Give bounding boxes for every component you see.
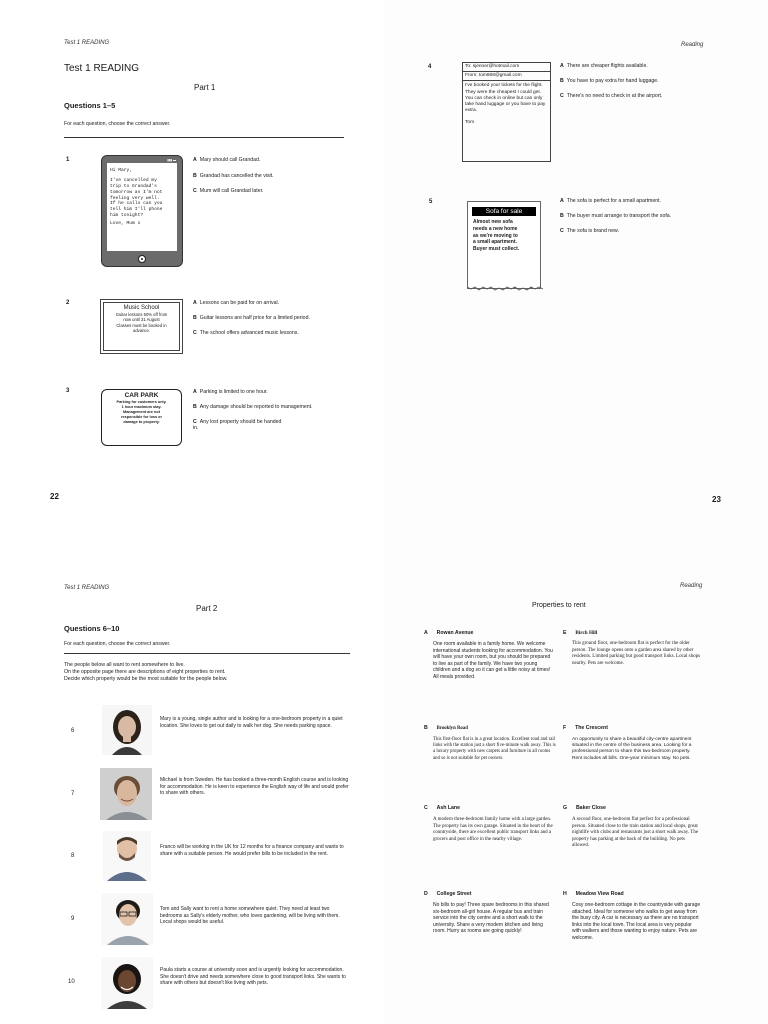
option: A Lessons can be paid for on arrival. [193, 300, 280, 306]
intro-line: On the opposite page there are descriptions of eight properties to rent. [64, 669, 226, 676]
running-head: Reading [680, 583, 703, 589]
property-name: Baker Close [575, 805, 606, 811]
question-number: 4 [428, 64, 432, 70]
email-from: From: tom668@gmail.com [463, 72, 550, 81]
property-letter: H [563, 891, 567, 897]
person-photo-paula [101, 957, 153, 1009]
property-description: A second floor, one-bedroom flat perfect for a professional person. Situated close to the train station and local shops, great nightlife with clubs and restaurants just a short walk away. The property has parking at the back of the building. No pets allowed. [572, 817, 699, 848]
property-name: Birch Hill [575, 630, 598, 636]
property-description: This ground floor, one-bedroom flat is perfect for the older person. The lounge opens onto a garden area shared by other residents. Limited parking but good transport links. Local shops nearby. Pets are welcome. [572, 641, 701, 666]
person-photo-mary [102, 705, 152, 755]
notice-line: Guitar lessons 50% off from [115, 312, 168, 317]
music-school-notice [100, 299, 183, 354]
property-description: An opportunity to share a beautiful city-centre apartment situated in the centre of the business area. Looking for a professional person to share this two-bedroom property. Rent includes all bills. One-year minimum stay. No pets. [572, 737, 692, 761]
page-24 [0, 512, 384, 1024]
advert-line: Buyer must collect. [473, 246, 520, 252]
advert-line: as we're moving to [473, 232, 518, 239]
property-name: Rowan Avenue [436, 630, 474, 636]
notice-line: Classes must be booked in [116, 322, 167, 328]
notice-line: damage to property. [123, 419, 160, 424]
question-number: 3 [66, 388, 70, 394]
option: A There are cheaper flights available. [560, 63, 648, 69]
home-button-icon [138, 255, 146, 263]
property-letter: F [563, 725, 567, 731]
page-number: 22 [50, 492, 59, 501]
part-heading: Part 2 [196, 604, 218, 613]
questions-heading: Questions 1–5 [64, 101, 116, 110]
property-c [424, 796, 554, 843]
email-to: To: sjenner@hotmail.com [463, 63, 550, 72]
option: B Grandad has cancelled the visit. [193, 173, 274, 179]
property-f [563, 716, 701, 762]
intro-line: Decide which property would be the most suitable for the people below. [64, 676, 228, 683]
message-line: Hi Mary, [110, 168, 133, 173]
message-line: trip to Grandad's [110, 183, 157, 189]
person-photo-tom-sally [101, 893, 153, 945]
notice-line: Parking for customers only. [116, 400, 167, 404]
property-a [424, 621, 554, 680]
option: C The sofa is brand new. [560, 228, 619, 234]
property-name: College Street [436, 891, 472, 897]
property-b [424, 716, 556, 762]
instruction: For each question, choose the correct answer. [64, 641, 171, 647]
notice-line: Management are not [123, 409, 160, 414]
instruction: For each question, choose the correct answer. [64, 121, 171, 127]
phone-image [101, 155, 183, 267]
email-message [462, 62, 551, 162]
option: C Any lost property should be handed in. [193, 419, 282, 432]
property-letter: G [563, 805, 568, 811]
property-description: A modern three-bedroom family home with a large garden. The property has its own garage. Situated in the heart of the countryside, there are excellent public transport links and a grocers and post office in the nearby village. [433, 817, 553, 842]
running-head: Reading [681, 42, 704, 48]
property-h [563, 882, 701, 941]
page-23 [384, 0, 768, 512]
text-message [107, 163, 177, 251]
phone-status-icon: ▮▮▮ ▬ [167, 157, 176, 162]
property-description: Cosy one-bedroom cottage in the countryside with garage attached. Ideal for someone who walks to get away from the busy city. A car is necessary as there are no transport links into the local town. The local area is very popular with walkers and those wanting to enjoy nature. Pets are welcome. [572, 902, 701, 941]
notice-line: responsible for loss or [121, 414, 162, 419]
message-line: tell him I'll phone [110, 207, 163, 213]
page-25 [384, 512, 768, 1024]
person-description: Mary is a young, single author and is looking for a one-bedroom property in a quiet location. She loves to get out daily to walk her dog. She needs parking space. [160, 716, 343, 729]
message-line: I've cancelled my [110, 177, 157, 183]
option: B You have to pay extra for hand luggage. [560, 78, 659, 84]
property-letter: C [424, 805, 428, 811]
option: C The school offers advanced music lessons. [193, 330, 299, 336]
property-letter: D [424, 891, 428, 897]
property-d [424, 882, 557, 935]
option: A Mary should call Grandad. [193, 157, 261, 163]
question-number: 7 [71, 791, 75, 797]
property-letter: A [424, 630, 428, 636]
property-description: No bills to pay! Three spare bedrooms in this shared six-bedroom all-girl house. A regular bus and train service into the city centre and a short walk to the university. Share a very modern kitchen and living room. Hurry as rooms are going quickly! [433, 902, 549, 934]
questions-heading: Questions 6–10 [64, 624, 120, 633]
property-e [563, 621, 703, 667]
notice-title: Music School [123, 305, 160, 311]
property-g [563, 796, 701, 850]
notice-title: CAR PARK [124, 392, 159, 399]
option: B Guitar lessons are half price for a limited period. [193, 315, 310, 321]
question-number: 9 [71, 916, 75, 922]
person-description: Michael is from Sweden. He has booked a three-month English course and is looking for accommodation. He is keen to experience the English way of life and would prefer to share with others. [160, 777, 349, 796]
advert-title: Sofa for sale [472, 207, 536, 216]
person-photo-franco [103, 831, 151, 881]
question-number: 8 [71, 853, 75, 859]
notice-line: 1 hour maximum stay. [121, 404, 162, 409]
person-photo-michael [100, 768, 152, 820]
page-title: Test 1 READING [64, 63, 140, 74]
email-signature: Tom [465, 119, 475, 125]
running-head: Test 1 READING [64, 585, 110, 591]
torn-edge-icon [467, 286, 543, 291]
email-body: I've booked your tickets for the flight. They were the cheapest I could get. You can check in online but can only take hand luggage or you have to pay extra. [465, 83, 546, 114]
option: A The sofa is perfect for a small apartment. [560, 198, 662, 204]
property-description: One room available in a family home. We welcome international students looking for accommodation. You will have your own room, but you should be prepared to live as part of the family. We have two young children and a dog so it can get a little noisy at times! All meals provided. [433, 641, 553, 680]
person-description: Franco will be working in the UK for 12 months for a finance company and wants to share with a suitable person. He would prefer bills to be included in the rent. [160, 844, 344, 857]
advert-line: a small apartment. [473, 239, 517, 246]
notice-line: advance. [133, 327, 150, 333]
running-head: Test 1 READING [64, 40, 110, 46]
page-22 [0, 0, 384, 512]
divider [64, 137, 344, 138]
question-number: 2 [66, 300, 70, 306]
question-number: 5 [429, 199, 433, 205]
property-letter: B [424, 725, 428, 731]
person-description: Paula starts a course at university soon and is urgently looking for accommodation. She doesn't drive and needs somewhere close to good transport links. She wants to share with others but doesn't like living with pets. [160, 967, 346, 986]
part-heading: Part 1 [194, 83, 216, 92]
option: B Any damage should be reported to management. [193, 404, 313, 410]
property-name: Brooklyn Road [436, 726, 468, 731]
page-title: Properties to rent [532, 602, 586, 609]
message-line: tomorrow as I'm not [110, 189, 163, 195]
property-name: Meadow View Road [575, 891, 624, 897]
option: C There's no need to check in at the airport. [560, 93, 663, 99]
question-number: 1 [66, 157, 70, 163]
divider [64, 653, 350, 654]
car-park-notice [101, 389, 182, 446]
intro-text [64, 662, 228, 683]
person-description: Tom and Sally want to rent a home somewhere quiet. They need at least two bedrooms as Sally's elderly mother, who loves gardening, will be living with them. Local shops would be useful. [160, 906, 340, 925]
advert-line: needs a new home [473, 225, 518, 232]
message-line: Love, Mum x [110, 221, 141, 226]
advert-line: Almost new sofa [473, 219, 513, 225]
option: A Parking is limited to one hour. [193, 389, 268, 395]
question-number: 6 [71, 728, 75, 734]
property-name: The Crescent [575, 725, 608, 731]
property-name: Ash Lane [436, 805, 460, 811]
page-number: 23 [712, 495, 721, 504]
intro-line: The people below all want to rent somewhere to live. [64, 662, 185, 668]
notice-line: now until 31 August [123, 317, 160, 323]
property-letter: E [563, 630, 567, 636]
question-number: 10 [68, 979, 75, 985]
option: B The buyer must arrange to transport the sofa. [560, 213, 672, 219]
option: C Mum will call Grandad later. [193, 188, 264, 194]
message-line: him tonight? [110, 213, 144, 219]
sofa-advert [467, 201, 541, 289]
message-line: If he calls can you [110, 201, 163, 207]
message-line: feeling very well. [110, 195, 160, 201]
property-description: This first-floor flat is in a great location. Excellent road and rail links with the station just a short five-minute walk away. This is a luxury property with new carpets and furniture in all rooms and so is not suitable for pet owners. [433, 737, 556, 761]
